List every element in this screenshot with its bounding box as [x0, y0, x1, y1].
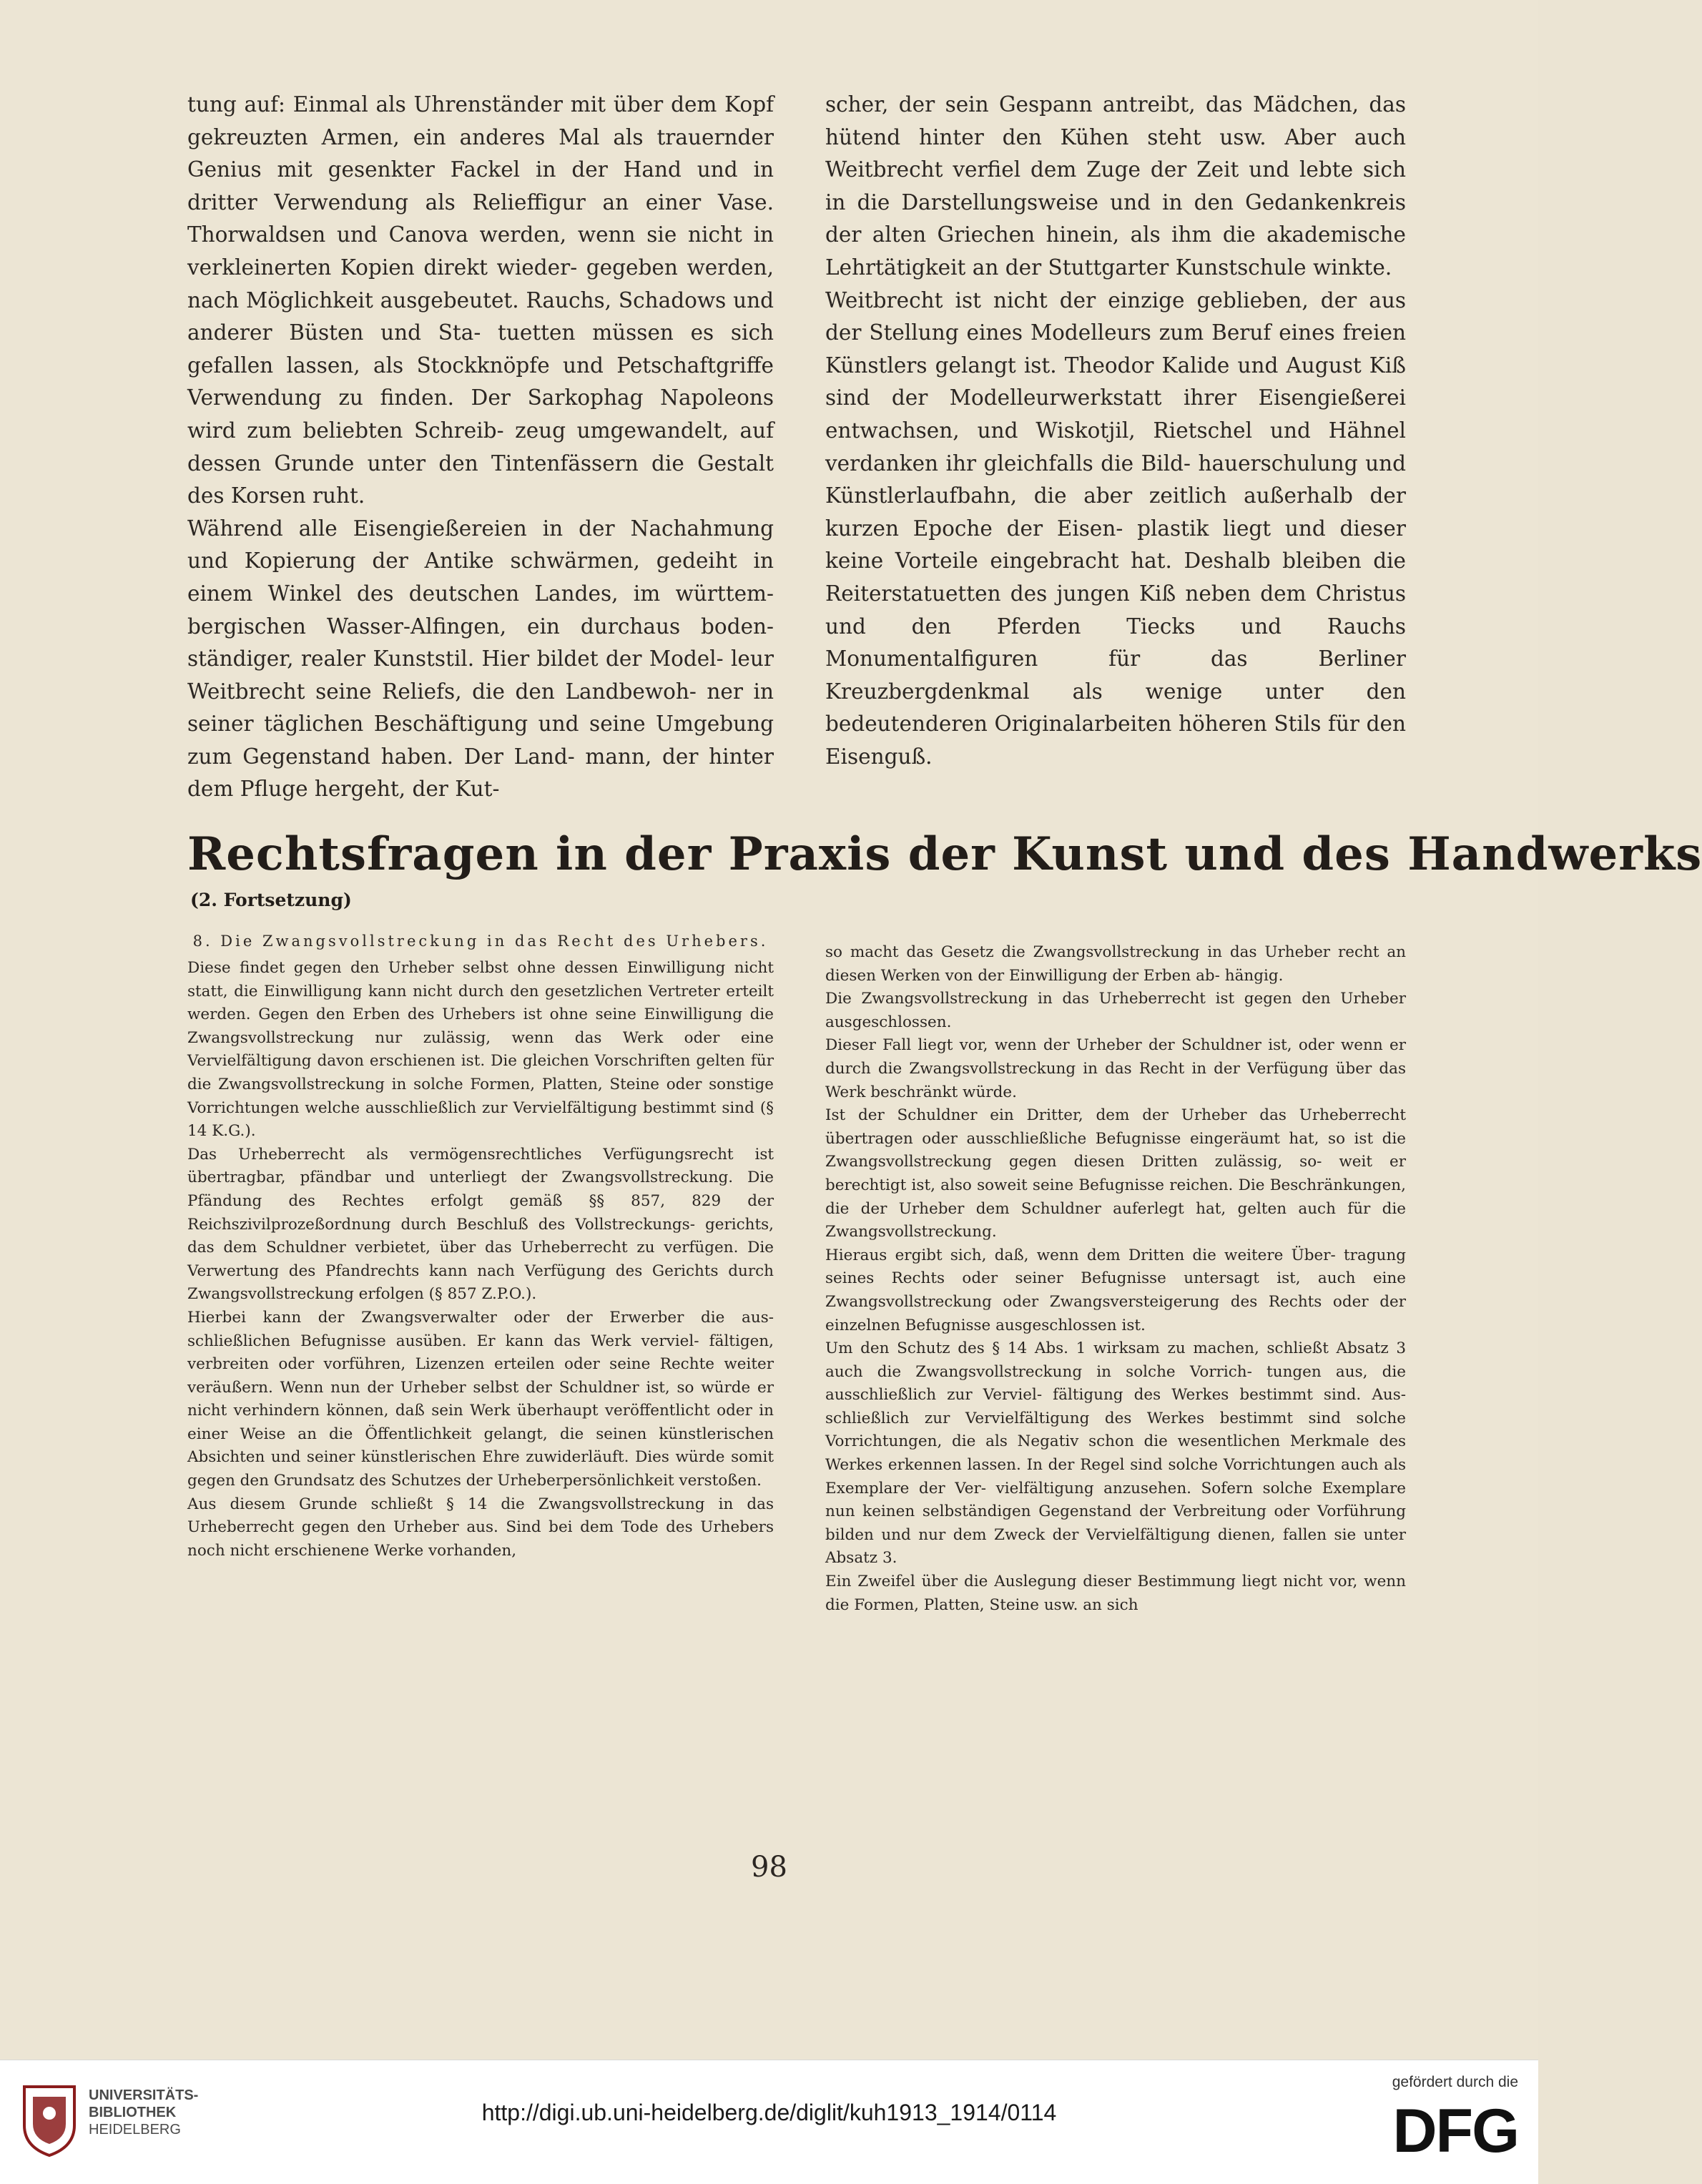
- paragraph: so macht das Gesetz die Zwangsvollstreckung in das Urheber recht an diesen Werken von der Einwilligung der Erben ab- hängig.: [825, 943, 1406, 985]
- article-subhead: (2. Fortsetzung): [190, 890, 352, 910]
- paragraph: Das Urheberrecht als vermögensrechtliches Verfügungsrecht ist übertragbar, pfändbar und unterliegt der Zwangsvollstreckung. Die Pfändung des Rechtes erfolgt gemäß §§ 857, 829 der Reichszivilprozeßordnung durch Beschluß des Vollstreckungs- gerichts, das dem Schuldner verbietet, über das Urheberrecht zu verfügen. Die Verwertung des Pfandrechts kann nach Verfügung des Gerichts durch Zwangsvollstreckung erfolgen (§ 857 Z.P.O.).: [187, 1145, 774, 1304]
- top-left-column: [187, 89, 774, 806]
- page-number: 98: [751, 1851, 787, 1884]
- paragraph: Während alle Eisengießereien in der Nachahmung und Kopierung der Antike schwärmen, gedeiht in einem Winkel des deutschen Landes, im württem- bergischen Wasser-Alfingen, ein durchaus boden- ständiger, realer Kunststil. Hier bildet der Model- leur Weitbrecht seine Reliefs, die den Landbewoh- ner in seiner täglichen Beschäftigung und seine Umgebung zum Gegenstand haben. Der Land- mann, der hinter dem Pfluge hergeht, der Kut-: [187, 516, 774, 802]
- section-title: 8. Die Zwangsvollstreckung in das Recht des Urhebers.: [192, 933, 769, 950]
- article-headline: Rechtsfragen in der Praxis der Kunst und des Handwerks: [187, 827, 1702, 881]
- paragraph: Weitbrecht ist nicht der einzige geblieben, der aus der Stellung eines Modelleurs zum Beruf eines freien Künstlers gelangt ist. Theodor Kalide und August Kiß sind der Modelleurwerkstatt ihrer Eisengießerei entwachsen, und Wiskotjil, Rietschel und Hähnel verdanken ihr gleichfalls die Bild- hauerschulung und Künstlerlaufbahn, die aber zeitlich außerhalb der kurzen Epoche der Eisen- plastik liegt und dieser keine Vorteile eingebracht hat. Deshalb bleiben die Reiterstatuetten des jungen Kiß neben dem Christus und den Pferden Tiecks und Rauchs Monumentalfiguren für das Berliner Kreuzbergdenkmal als wenige unter den bedeutenderen Originalarbeiten höheren Stils für den Eisenguß.: [825, 287, 1406, 769]
- library-name-line: BIBLIOTHEK: [89, 2105, 177, 2120]
- paragraph: Um den Schutz des § 14 Abs. 1 wirksam zu machen, schließt Absatz 3 auch die Zwangsvollstreckung in solche Vorrich- tungen aus, die ausschließlich zur Verviel- fältigung des Werkes bestimmt sind. Aus- schließlich zur Vervielfältigung des Werkes bestimmt sind solche Vorrichtungen, die als Negativ schon die wesentlichen Merkmale des Werkes erkennen lassen. In der Regel sind solche Vorrichtungen auch als Exemplare der Ver- vielfältigung anzusehen. Sofern solche Exemplare nun keinen selbständigen Gegenstand der Verbreitung oder Vorführung bilden und nur dem Zweck der Vervielfältigung dienen, fallen sie unter Absatz 3.: [825, 1339, 1406, 1568]
- funded-by-label: gefördert durch die: [1392, 2074, 1518, 2090]
- paragraph: Ein Zweifel über die Auslegung dieser Bestimmung liegt nicht vor, wenn die Formen, Platten, Steine usw. an sich: [825, 1573, 1406, 1614]
- bottom-right-column: [825, 941, 1406, 1617]
- paragraph: Dieser Fall liegt vor, wenn der Urheber der Schuldner ist, oder wenn er durch die Zwangsvollstreckung in das Recht in der Verfügung über das Werk beschränkt würde.: [825, 1036, 1406, 1101]
- dfg-logo: DFG: [1392, 2097, 1518, 2165]
- paragraph: scher, der sein Gespann antreibt, das Mädchen, das hütend hinter den Kühen steht usw. Aber auch Weitbrecht verfiel dem Zuge der Zeit und lebte sich in die Darstellungsweise und in den Gedankenkreis der alten Griechen hinein, als ihm die akademische Lehrtätigkeit an der Stuttgarter Kunstschule winkte.: [825, 92, 1406, 280]
- paragraph: Hierbei kann der Zwangsverwalter oder der Erwerber die aus- schließlichen Befugnisse ausüben. Er kann das Werk verviel- fältigen, verbreiten oder vorführen, Lizenzen erteilen oder seine Rechte weiter veräußern. Wenn nun der Urheber selbst der Schuldner ist, so würde er nicht verhindern können, daß sein Werk überhaupt veröffentlicht oder in einer Weise an die Öffentlichkeit gelangt, die seinen künstlerischen Absichten und seiner künstlerischen Ehre zuwiderläuft. Dies würde somit gegen den Grundsatz des Schutzes der Urheberpersönlichkeit verstoßen.: [187, 1308, 774, 1490]
- paragraph: Hieraus ergibt sich, daß, wenn dem Dritten die weitere Über- tragung seines Rechts oder seiner Befugnisse untersagt ist, auch eine Zwangsvollstreckung oder Zwangsversteigerung des Rechts oder der einzelnen Befugnisse ausgeschlossen ist.: [825, 1246, 1406, 1334]
- paragraph: Diese findet gegen den Urheber selbst ohne dessen Einwilligung nicht statt, die Einwilligung kann nicht durch den gesetzlichen Vertreter erteilt werden. Gegen den Erben des Urhebers ist ohne seine Einwilligung die Zwangsvollstreckung nur zulässig, wenn das Werk oder eine Vervielfältigung davon erschienen ist. Die gleichen Vorschriften gelten für die Zwangsvollstreckung in solche Formen, Platten, Steine oder sonstige Vorrichtungen welche ausschließlich zur Vervielfältigung bestimmt sind (§ 14 K.G.).: [187, 959, 774, 1141]
- paragraph: Die Zwangsvollstreckung in das Urheberrecht ist gegen den Urheber ausgeschlossen.: [825, 990, 1406, 1031]
- permalink-url[interactable]: http://digi.ub.uni-heidelberg.de/diglit/kuh1913_1914/0114: [481, 2100, 1057, 2125]
- paragraph: Ist der Schuldner ein Dritter, dem der Urheber das Urheberrecht übertragen oder ausschließliche Befugnisse eingeräumt hat, so ist die Zwangsvollstreckung gegen diesen Dritten zulässig, so- weit er berechtigt ist, also soweit seine Befugnisse reichen. Die Beschränkungen, die der Urheber dem Schuldner auferlegt hat, gelten auch für die Zwangsvollstreckung.: [825, 1106, 1406, 1241]
- bottom-left-column: [187, 930, 774, 1563]
- library-name-line: UNIVERSITÄTS-: [89, 2087, 199, 2103]
- top-right-column: [825, 89, 1406, 773]
- paragraph: tung auf: Einmal als Uhrenständer mit über dem Kopf gekreuzten Armen, ein anderes Mal als trauernder Genius mit gesenkter Fackel in der Hand und in dritter Verwendung als Relieffigur an einer Vase. Thorwaldsen und Canova werden, wenn sie nicht in verkleinerten Kopien direkt wieder- gegeben werden, nach Möglichkeit ausgebeutet. Rauchs, Schadows und anderer Büsten und Sta- tuetten müssen es sich gefallen lassen, als Stockknöpfe und Petschaftgriffe Verwendung zu finden. Der Sarkophag Napoleons wird zum beliebten Schreib- zeug umgewandelt, auf dessen Grunde unter den Tintenfässern die Gestalt des Korsen ruht.: [187, 92, 774, 508]
- paragraph: Aus diesem Grunde schließt § 14 die Zwangsvollstreckung in das Urheberrecht gegen den Urheber aus. Sind bei dem Tode des Urhebers noch nicht erschienene Werke vorhanden,: [187, 1495, 774, 1560]
- library-name-line: HEIDELBERG: [89, 2122, 181, 2138]
